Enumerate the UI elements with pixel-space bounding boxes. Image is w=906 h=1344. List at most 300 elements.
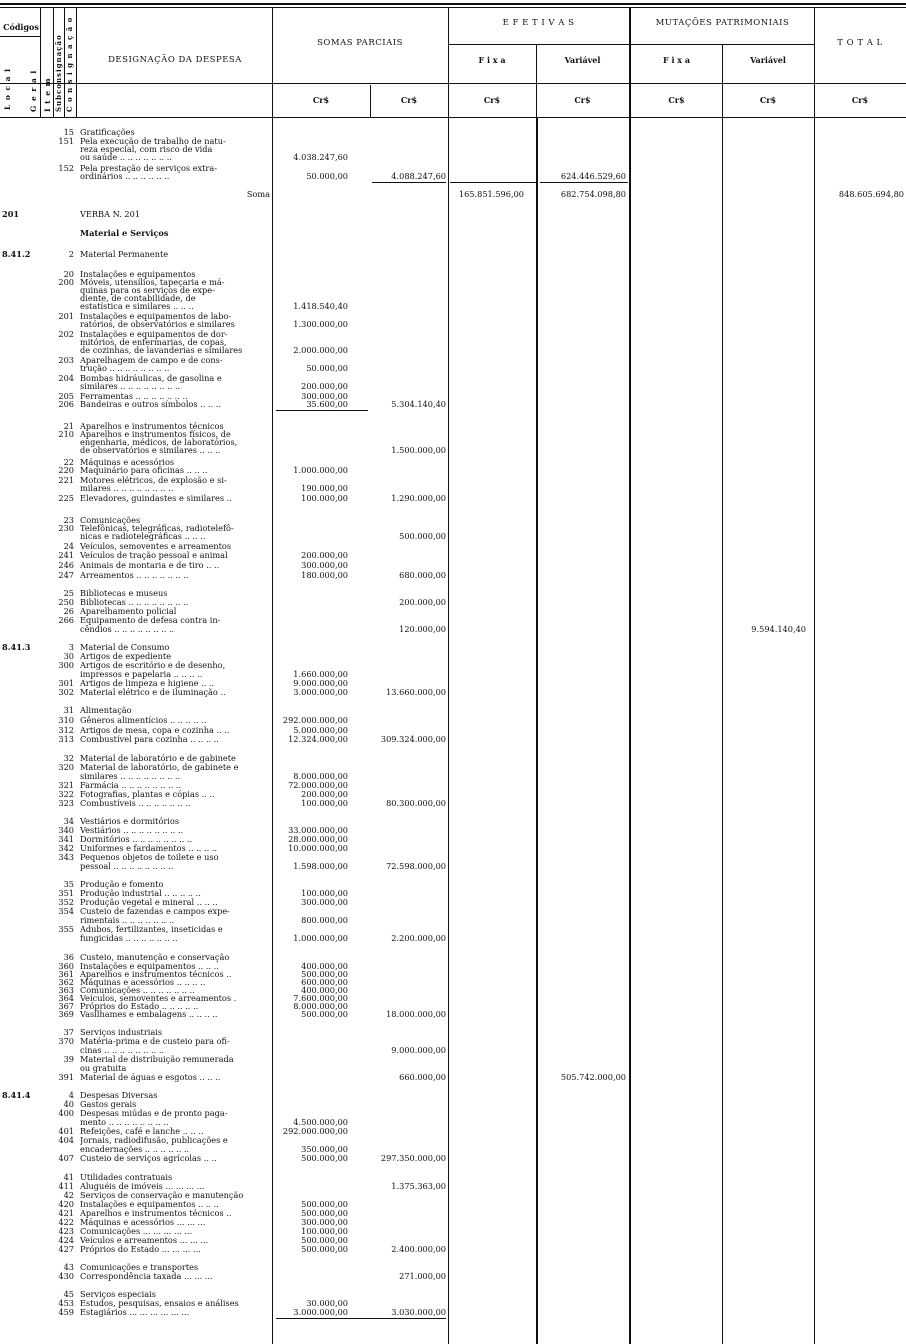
table-row (0, 1191, 906, 1200)
partial-sum-1: 800.000,00 (301, 915, 348, 925)
expense-designation: Aparelhos e instrumentos técnicos .. (80, 970, 232, 979)
expense-designation: similares .. .. .. .. .. .. .. .. (80, 772, 181, 781)
code-item: 427 (58, 1244, 74, 1254)
partial-sum-1: 200.000,00 (301, 381, 348, 391)
expense-designation: Material de águas e esgotos .. .. .. (80, 1073, 221, 1082)
table-row (0, 250, 906, 259)
partial-sum-2: 5.304.140,40 (391, 399, 446, 409)
table-row (0, 1064, 906, 1073)
expense-designation: Pela execução de trabalho de natu- (80, 137, 226, 146)
code-item: 364 (58, 993, 74, 1003)
table-row (0, 551, 906, 560)
partial-sum-1: 4.500.000,00 (293, 1117, 348, 1127)
expense-designation: Bandeiras e outros símbolos .. .. .. (80, 400, 221, 409)
consignacao-label: C o n s i g n a ç ã o (65, 16, 74, 112)
expense-designation: Comunicações ... ... ... ... ... (80, 1227, 193, 1236)
partial-sum-2: 4.088.247,60 (391, 171, 446, 181)
table-row (0, 172, 906, 181)
code-item: 4 (68, 1090, 74, 1100)
table-row (0, 799, 906, 808)
table-row (0, 835, 906, 844)
code-item: 360 (58, 961, 74, 971)
expense-designation: trução .. .. .. .. .. .. .. .. (80, 364, 170, 373)
subtotal-rule-4 (276, 410, 368, 411)
expense-designation: Arreamentos .. .. .. .. .. .. .. (80, 571, 189, 580)
partial-sum-1: 12.324.000,00 (288, 734, 348, 744)
code-item: 453 (58, 1298, 74, 1308)
table-row (0, 589, 906, 598)
partial-sum-2: 680.000,00 (399, 570, 446, 580)
hrule-subheader (448, 44, 814, 45)
local-label: L o c a l (3, 68, 12, 110)
efetiva-variavel: 505.742.000,00 (560, 1072, 626, 1082)
table-row (0, 532, 906, 541)
table-row (0, 1100, 906, 1109)
partial-sum-1: 500.000,00 (301, 1153, 348, 1163)
expense-designation: Combustíveis .. .. .. .. .. .. .. (80, 799, 191, 808)
expense-designation: Material de laboratório e de gabinete (80, 754, 236, 763)
expense-designation: ou gratuita (80, 1064, 127, 1073)
partial-sum-1: 300.000,00 (301, 391, 348, 401)
partial-sum-1: 300.000,00 (301, 897, 348, 907)
code-item: 423 (58, 1226, 74, 1236)
hrule-codigos (0, 36, 40, 37)
expense-designation: Aparelhamento policial (80, 607, 177, 616)
expense-designation: Produção e fomento (80, 880, 164, 889)
code-item: 205 (58, 391, 74, 401)
expense-designation: Farmácia .. .. .. .. .. .. .. .. (80, 781, 182, 790)
code-local: 8.41.3 (2, 642, 31, 652)
expense-designation: VERBA N. 201 (80, 210, 141, 219)
expense-designation: Instalações e equipamentos (80, 270, 196, 279)
expense-designation: Artigos de mesa, copa e cozinha .. .. (80, 726, 230, 735)
code-item: 34 (63, 816, 74, 826)
table-row (0, 1010, 906, 1019)
expense-designation: Telefônicas, telegráficas, radiotelefô- (80, 524, 234, 533)
code-item: 39 (63, 1054, 74, 1064)
currency-ef: Cr$ (483, 95, 501, 105)
partial-sum-1: 200.000,00 (301, 550, 348, 560)
table-row (0, 1073, 906, 1082)
code-item: 401 (58, 1126, 74, 1136)
table-row (0, 1028, 906, 1037)
code-item: 43 (63, 1262, 74, 1272)
table-row (0, 670, 906, 679)
code-item: 2 (68, 249, 74, 259)
expense-designation: Vestiários .. .. .. .. .. .. .. .. (80, 826, 184, 835)
partial-sum-1: 30.000,00 (306, 1298, 348, 1308)
partial-sum-1: 1.598.000,00 (293, 861, 348, 871)
fixa2-heading: F i x a (662, 55, 691, 65)
code-item: 26 (63, 606, 74, 616)
code-item: 322 (58, 789, 74, 799)
table-row (0, 1218, 906, 1227)
table-row (0, 400, 906, 409)
expense-designation: Dormitórios .. .. .. .. .. .. .. .. (80, 835, 193, 844)
table-row (0, 1299, 906, 1308)
table-row (0, 1055, 906, 1064)
subtotal-rule-3 (540, 182, 628, 183)
expense-designation: diente, de contabilidade, de (80, 294, 196, 303)
expense-designation: Correspondência taxada ... ... ... (80, 1272, 213, 1281)
table-row (0, 1037, 906, 1046)
partial-sum-1: 400.000,00 (301, 961, 348, 971)
expense-designation: Uniformes e fardamentos .. .. .. .. (80, 844, 218, 853)
code-item: 37 (63, 1027, 74, 1037)
code-item: 361 (58, 969, 74, 979)
code-item: 200 (58, 277, 74, 287)
code-item: 313 (58, 734, 74, 744)
code-item: 45 (63, 1289, 74, 1299)
code-item: 352 (58, 897, 74, 907)
table-row (0, 484, 906, 493)
partial-sum-1: 50.000,00 (306, 363, 348, 373)
code-item: 404 (58, 1135, 74, 1145)
partial-sum-1: 1.300.000,00 (293, 319, 348, 329)
expense-designation: Despesas miúdas e de pronto paga- (80, 1109, 228, 1118)
currency-total: Cr$ (851, 95, 869, 105)
code-item: 370 (58, 1036, 74, 1046)
code-item: 411 (58, 1181, 74, 1191)
partial-sum-1: 1.000.000,00 (293, 933, 348, 943)
code-item: 225 (58, 493, 74, 503)
expense-designation: Custeio de fazendas e campos expe- (80, 907, 230, 916)
table-row (0, 1173, 906, 1182)
table-row (0, 1136, 906, 1145)
code-item: 300 (58, 660, 74, 670)
code-item: 202 (58, 329, 74, 339)
partial-sum-2: 13.660.000,00 (386, 687, 446, 697)
table-row (0, 494, 906, 503)
expense-designation: ordinários .. .. .. .. .. .. (80, 172, 170, 181)
code-item: 151 (58, 136, 74, 146)
code-item: 343 (58, 852, 74, 862)
expense-designation: Aparelhos e instrumentos técnicos .. (80, 1209, 232, 1218)
code-item: 367 (58, 1001, 74, 1011)
partial-sum-2: 297.350.000,00 (380, 1153, 446, 1163)
code-item: 312 (58, 725, 74, 735)
table-row (0, 916, 906, 925)
table-row (0, 1127, 906, 1136)
partial-sum-2: 1.290.000,00 (391, 493, 446, 503)
table-row (0, 1109, 906, 1118)
partial-sum-1: 3.000.000,00 (293, 1307, 348, 1317)
table-row (0, 1308, 906, 1317)
table-row (0, 607, 906, 616)
expense-designation: Aparelhagem de campo e de cons- (80, 356, 223, 365)
expense-designation: Serviços especiais (80, 1290, 156, 1299)
code-item: 201 (58, 311, 74, 321)
partial-sum-1: 180.000,00 (301, 570, 348, 580)
code-item: 266 (58, 615, 74, 625)
partial-sum-1: 292.000.000,00 (282, 715, 348, 725)
code-item: 36 (63, 952, 74, 962)
partial-sum-1: 33.000.000,00 (288, 825, 348, 835)
table-row (0, 1209, 906, 1218)
expense-designation: Custeio de serviços agrícolas .. .. (80, 1154, 217, 1163)
table-row (0, 862, 906, 871)
table-row (0, 643, 906, 652)
expense-designation: ou saúde .. .. .. .. .. .. .. (80, 153, 172, 162)
partial-sum-2: 80.300.000,00 (386, 798, 446, 808)
table-row (0, 382, 906, 391)
code-item: 42 (63, 1190, 74, 1200)
code-item: 420 (58, 1199, 74, 1209)
expense-designation: Soma (246, 190, 270, 199)
partial-sum-2: 2.400.000,00 (391, 1244, 446, 1254)
code-item: 206 (58, 399, 74, 409)
table-row (0, 598, 906, 607)
expense-designation: Material Permanente (80, 250, 169, 259)
expense-designation: Pela prestação de serviços extra- (80, 164, 217, 173)
expense-designation: Matéria-prima e de custeio para ofi- (80, 1037, 230, 1046)
partial-sum-1: 292.000.000,00 (282, 1126, 348, 1136)
expense-designation: Despesas Diversas (80, 1091, 158, 1100)
expense-designation: Custeio, manutenção e conservação (80, 953, 230, 962)
expense-designation: Vestiários e dormitórios (80, 817, 180, 826)
expense-designation: Artigos de escritório e de desenho, (80, 661, 226, 670)
expense-designation: reza especial, com risco de vida (80, 145, 213, 154)
expense-designation: Jornais, radiodifusão, publicações e (80, 1136, 228, 1145)
expense-designation: Máquinas e acessórios ... ... ... (80, 1218, 206, 1227)
expense-designation: Instalações e equipamentos .. .. .. (80, 962, 219, 971)
expense-designation: Fotografias, plantas e cópias .. .. (80, 790, 215, 799)
partial-sum-1: 9.000.000,00 (293, 678, 348, 688)
expense-designation: Comunicações .. .. .. .. .. .. .. (80, 986, 195, 995)
code-item: 369 (58, 1009, 74, 1019)
code-item: 15 (63, 127, 74, 137)
code-item: 203 (58, 355, 74, 365)
partial-sum-2: 1.375.363,00 (391, 1181, 446, 1191)
expense-designation: Utilidades contratuais (80, 1173, 173, 1182)
code-item: 320 (58, 762, 74, 772)
code-item: 41 (63, 1172, 74, 1182)
expense-designation: Aparelhos e instrumentos técnicos (80, 422, 224, 431)
table-row (0, 735, 906, 744)
table-row (0, 907, 906, 916)
expense-designation: impressos e papelaria .. .. .. .. (80, 670, 203, 679)
table-row (0, 320, 906, 329)
top-rule (0, 3, 906, 5)
partial-sum-1: 500.000,00 (301, 1009, 348, 1019)
expense-designation: Veículos de tração pessoal e animal (80, 551, 228, 560)
expense-designation: Comunicações (80, 516, 141, 525)
partial-sum-1: 50.000,00 (306, 171, 348, 181)
partial-sum-1: 100.000,00 (301, 1226, 348, 1236)
partial-sum-1: 28.000.000,00 (288, 834, 348, 844)
partial-sum-1: 8.000.000,00 (293, 1001, 348, 1011)
table-row (0, 826, 906, 835)
item-label: I t e m (43, 77, 52, 112)
expense-designation: Veículos e arreamentos ... ... ... (80, 1236, 209, 1245)
table-row (0, 688, 906, 697)
expense-designation: nicas e radiotelegráficas .. .. .. (80, 532, 206, 541)
geral-label: G e r a l (29, 69, 38, 112)
table-row (0, 880, 906, 889)
table-row (0, 853, 906, 862)
expense-designation: Bombas hidráulicas, de gasolina e (80, 374, 222, 383)
partial-sum-1: 1.660.000,00 (293, 669, 348, 679)
table-row (0, 716, 906, 725)
table-row (0, 1091, 906, 1100)
code-item: 210 (58, 429, 74, 439)
partial-sum-1: 500.000,00 (301, 1199, 348, 1209)
expense-designation: fungicidas .. .. .. .. .. .. .. (80, 934, 178, 943)
code-item: 230 (58, 523, 74, 533)
code-item: 220 (58, 465, 74, 475)
code-item: 321 (58, 780, 74, 790)
table-row (0, 1227, 906, 1236)
efetiva-variavel: 624.446.529,60 (560, 171, 626, 181)
table-row (0, 1118, 906, 1127)
efetiva-variavel: 682.754.098,80 (560, 189, 626, 199)
code-item: 32 (63, 753, 74, 763)
vrule-cons (76, 8, 77, 118)
expense-designation: Gêneros alimentícios .. .. .. .. .. (80, 716, 207, 725)
code-item: 340 (58, 825, 74, 835)
table-row (0, 210, 906, 219)
table-row (0, 790, 906, 799)
expense-designation: Bibliotecas e museus (80, 589, 168, 598)
mutacao-variavel: 9.594.140,40 (751, 624, 806, 634)
expense-designation: Equipamento de defesa contra in- (80, 616, 221, 625)
code-item: 424 (58, 1235, 74, 1245)
table-row (0, 706, 906, 715)
code-local: 8.41.2 (2, 249, 31, 259)
expense-designation: Instalações e equipamentos de labo- (80, 312, 232, 321)
header-sep (0, 83, 906, 84)
table-row (0, 781, 906, 790)
fixa-heading: F i x a (478, 55, 506, 65)
expense-designation: Ferramentas .. .. .. .. .. .. .. (80, 392, 188, 401)
currency-mf: Cr$ (668, 95, 685, 105)
variavel2-heading: Variável (750, 55, 786, 65)
expense-designation: milares .. .. .. .. .. .. .. .. (80, 484, 174, 493)
partial-sum-1: 10.000.000,00 (288, 843, 348, 853)
table-row (0, 190, 906, 199)
code-item: 301 (58, 678, 74, 688)
partial-sum-1: 1.000.000,00 (293, 465, 348, 475)
expense-designation: Máquinas e acessórios (80, 458, 175, 467)
expense-designation: Gastos gerais (80, 1100, 137, 1109)
expense-designation: Veículos, semoventes e arreamentos (80, 542, 232, 551)
currency-sp2: Cr$ (400, 95, 418, 105)
expense-designation: Estagiários ... ... ... ... ... ... (80, 1308, 190, 1317)
partial-sum-2: 120.000,00 (399, 624, 446, 634)
expense-designation: Combustível para cozinha .. .. .. .. (80, 735, 219, 744)
expense-designation: Aparelhos e instrumentos físicos, de (80, 430, 231, 439)
partial-sum-1: 1.418.540,40 (293, 301, 348, 311)
currency-mv: Cr$ (759, 95, 777, 105)
expense-designation: encadernações .. .. .. .. .. .. (80, 1145, 190, 1154)
partial-sum-1: 100.000,00 (301, 798, 348, 808)
partial-sum-1: 300.000,00 (301, 560, 348, 570)
designacao-heading: DESIGNAÇÃO DA DESPESA (108, 55, 242, 65)
code-item: 3 (68, 642, 74, 652)
code-item: 22 (63, 457, 74, 467)
code-item: 21 (63, 421, 74, 431)
partial-sum-2: 3.030.000,00 (391, 1307, 446, 1317)
partial-sum-2: 200.000,00 (399, 597, 446, 607)
code-item: 342 (58, 843, 74, 853)
table-row (0, 763, 906, 772)
code-item: 152 (58, 163, 74, 173)
partial-sum-1: 100.000,00 (301, 493, 348, 503)
expense-designation: Serviços industriais (80, 1028, 163, 1037)
efetivas-heading: E F E T I V A S (502, 18, 575, 28)
expense-designation: Material elétrico e de iluminação .. (80, 688, 226, 697)
expense-designation: Material de laboratório, de gabinete e (80, 763, 239, 772)
partial-sum-1: 600.000,00 (301, 977, 348, 987)
partial-sum-2: 271.000,00 (399, 1271, 446, 1281)
expense-designation: mento .. .. .. .. .. .. .. .. (80, 1118, 169, 1127)
table-row (0, 679, 906, 688)
partial-sum-1: 300.000,00 (301, 1217, 348, 1227)
partial-sum-1: 350.000,00 (301, 1144, 348, 1154)
partial-sum-1: 500.000,00 (301, 1244, 348, 1254)
expense-designation: estatística e similares .. .. .. (80, 302, 194, 311)
table-row (0, 889, 906, 898)
code-item: 407 (58, 1153, 74, 1163)
table-row (0, 153, 906, 162)
code-item: 250 (58, 597, 74, 607)
code-item: 354 (58, 906, 74, 916)
partial-sum-1: 3.000.000,00 (293, 687, 348, 697)
code-item: 421 (58, 1208, 74, 1218)
expense-designation: cêndios .. .. .. .. .. .. .. .. (80, 625, 175, 634)
table-row (0, 1263, 906, 1272)
code-item: 355 (58, 924, 74, 934)
table-row (0, 625, 906, 634)
expense-designation: Material de Consumo (80, 643, 170, 652)
subconsignacao-label: Subconsignação (54, 34, 63, 112)
code-item: 310 (58, 715, 74, 725)
partial-sum-1: 2.000.000,00 (293, 345, 348, 355)
expense-designation: engenharia, médicos, de laboratórios, (80, 438, 238, 447)
expense-designation: Produção vegetal e mineral .. .. .. (80, 898, 218, 907)
table-row (0, 466, 906, 475)
partial-sum-1: 200.000,00 (301, 789, 348, 799)
expense-designation: pessoal .. .. .. .. .. .. .. .. (80, 862, 174, 871)
expense-designation: Maquinário para oficinas .. .. .. (80, 466, 208, 475)
table-row (0, 925, 906, 934)
table-row (0, 1145, 906, 1154)
table-row (0, 302, 906, 311)
partial-sum-2: 660.000,00 (399, 1072, 446, 1082)
table-row (0, 364, 906, 373)
partial-sum-2: 2.200.000,00 (391, 933, 446, 943)
expense-designation: Serviços de conservação e manutenção (80, 1191, 244, 1200)
bottom-rule (276, 1318, 446, 1319)
partial-sum-2: 18.000.000,00 (386, 1009, 446, 1019)
expense-designation: Elevadores, guindastes e similares .. (80, 494, 232, 503)
code-item: 30 (63, 651, 74, 661)
code-item: 204 (58, 373, 74, 383)
table-row (0, 346, 906, 355)
total-value: 848.605.694,80 (838, 189, 904, 199)
code-item: 241 (58, 550, 74, 560)
expense-designation: similares .. .. .. .. .. .. .. .. (80, 382, 181, 391)
table-row (0, 898, 906, 907)
code-item: 362 (58, 977, 74, 987)
table-row (0, 652, 906, 661)
partial-sum-1: 4.038.247,60 (293, 152, 348, 162)
expense-designation: quinas para os serviços de expe- (80, 286, 215, 295)
table-row (0, 1245, 906, 1254)
expense-designation: Artigos de expediente (80, 652, 172, 661)
partial-sum-2: 500.000,00 (399, 531, 446, 541)
mutacoes-heading: MUTAÇÕES PATRIMONIAIS (655, 18, 790, 28)
